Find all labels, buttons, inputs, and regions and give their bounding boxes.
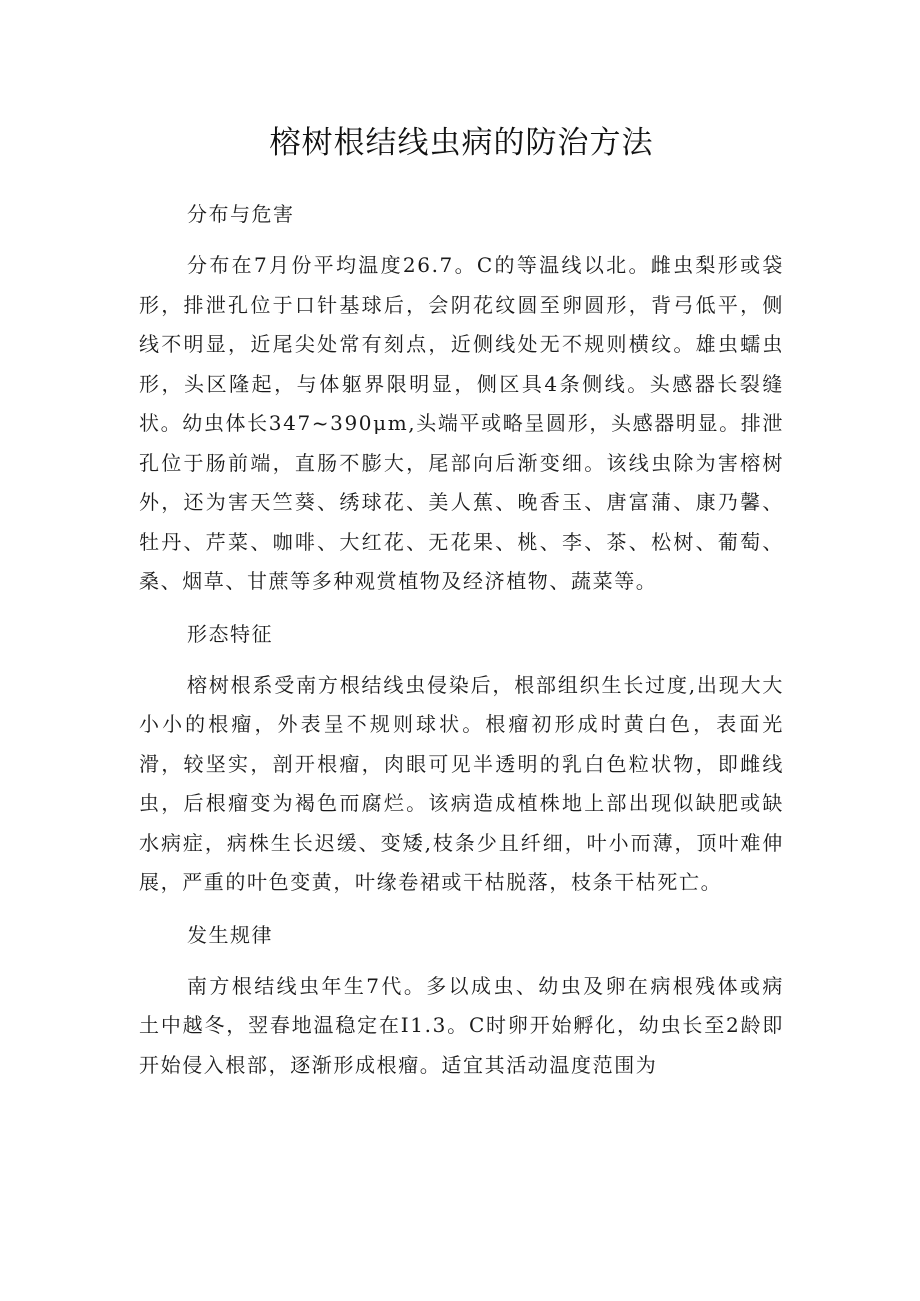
section-heading: 分布与危害 <box>187 202 295 226</box>
section-morphology <box>139 618 784 903</box>
document-title: 榕树根结线虫病的防治方法 <box>269 125 654 161</box>
section-heading: 形态特征 <box>187 621 273 646</box>
section-paragraph: 南方根结线虫年生7代。多以成虫、幼虫及卵在病根残体或病土中越冬，翌春地温稳定在I1.3。C时卵开始孵化，幼虫长至2龄即开始侵入根部，逐渐形成根瘤。适宜其活动温度范围为 <box>139 973 784 1077</box>
section-occurrence-pattern <box>139 919 784 1086</box>
section-paragraph: 榕树根系受南方根结线虫侵染后，根部组织生长过度,出现大大小小的根瘤，外表呈不规则球状。根瘤初形成时黄白色，表面光滑，较坚实，剖开根瘤，肉眼可见半透明的乳白色粒状物，即雌线虫，后根瘤变为褐色而腐烂。该病造成植株地上部出现似缺肥或缺水病症，病株生长迟缓、变矮,枝条少且纤细，叶小而薄，顶叶难伸展，严重的叶色变黄，叶缘卷裙或干枯脱落，枝条干枯死亡。 <box>139 672 784 894</box>
section-distribution-harm <box>139 198 784 602</box>
section-paragraph: 分布在7月份平均温度26.7。C的等温线以北。雌虫梨形或袋形，排泄孔位于口针基球后，会阴花纹圆至卵圆形，背弓低平，侧线不明显，近尾尖处常有刻点，近侧线处无不规则横纹。雄虫蠕虫形，头区隆起，与体躯界限明显，侧区具4条侧线。头感器长裂缝状。幼虫体长347~390μm,头端平或略呈圆形，头感器明显。排泄孔位于肠前端，直肠不膨大，尾部向后渐变细。该线虫除为害榕树外，还为害天竺葵、绣球花、美人蕉、晚香玉、唐富蒲、康乃馨、牡丹、芹菜、咖啡、大红花、无花果、桃、李、茶、松树、葡萄、桑、烟草、甘蔗等多种观赏植物及经济植物、蔬菜等。 <box>139 253 784 593</box>
section-heading: 发生规律 <box>187 922 273 947</box>
document-page <box>139 118 784 1101</box>
